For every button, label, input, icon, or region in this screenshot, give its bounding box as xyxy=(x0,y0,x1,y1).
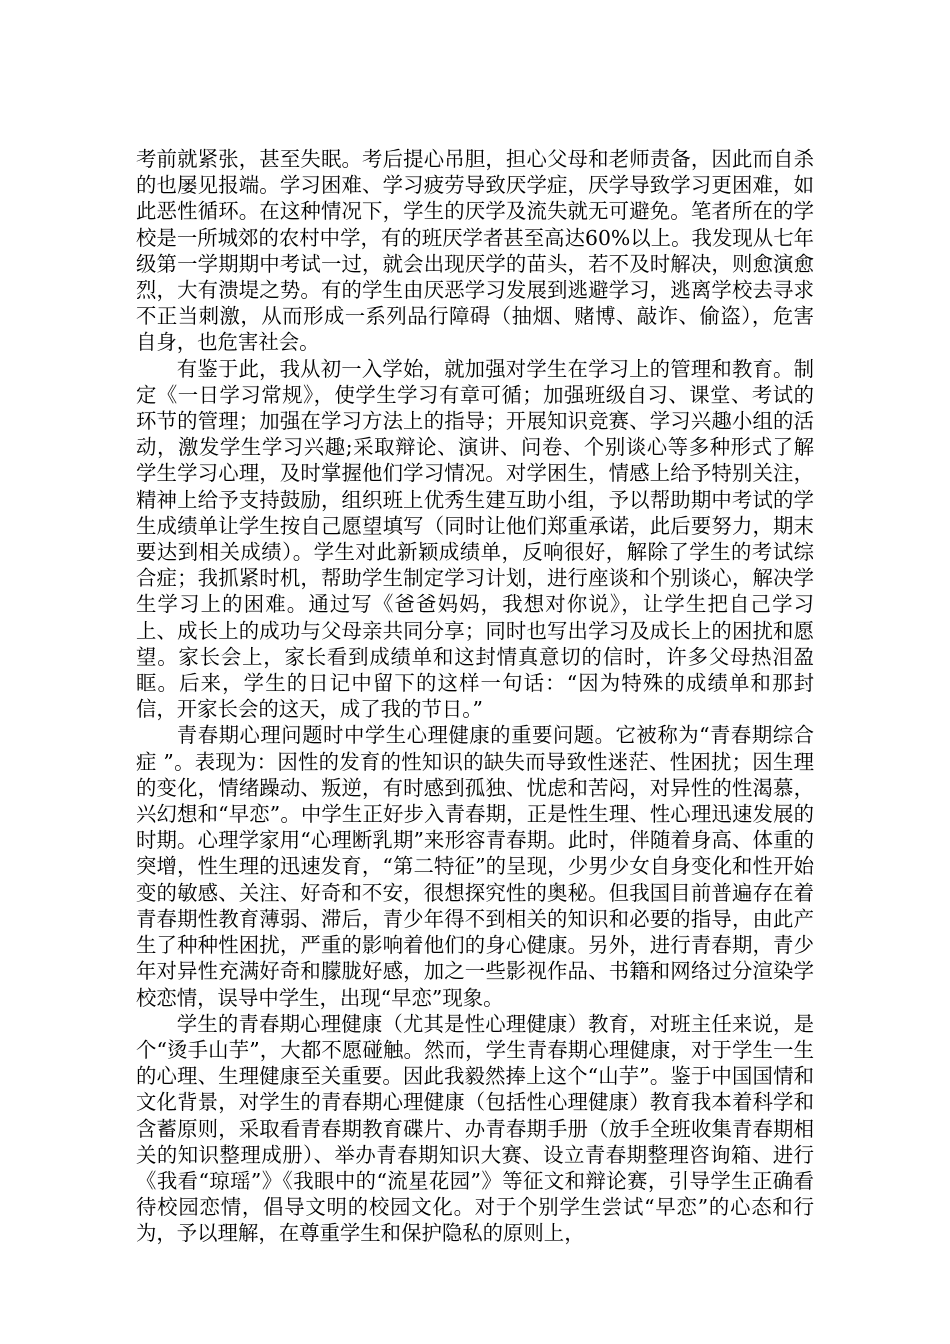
document-body xyxy=(136,146,814,1247)
paragraph-adolescent-psychology: 青春期心理问题时中学生心理健康的重要问题。它被称为“青春期综合症 ”。表现为：因性的发育的性知识的缺失而导致性迷茫、性困扰；因生理的变化，情绪躁动、叛逆，有时感到孤独、忧虑和苦闷，对异性的性渴慕，兴幻想和“早恋”。中学生正好步入青春期，正是性生理、性心理迅速发展的时期。心理学家用“心理断乳期”来形容青春期。此时，伴随着身高、体重的突增，性生理的迅速发育，“第二特征”的呈现，少男少女自身变化和性开始变的敏感、关注、好奇和不安，很想探究性的奥秘。但我国目前普遍存在着青春期性教育薄弱、滞后，青少年得不到相关的知识和必要的指导，由此产生了种种性困扰，严重的影响着他们的身心健康。另外，进行青春期，青少年对异性充满好奇和朦胧好感，加之一些影视作品、书籍和网络过分渲染学校恋情，误导中学生，出现“早恋”现象。 xyxy=(136,723,814,1010)
paragraph-continuation: 考前就紧张，甚至失眠。考后提心吊胆，担心父母和老师责备，因此而自杀的也屡见报端。学习困难、学习疲劳导致厌学症，厌学导致学习更困难，如此恶性循环。在这种情况下，学生的厌学及流失就无可避免。笔者所在的学校是一所城郊的农村中学，有的班厌学者甚至高达60%以上。我发现从七年级第一学期期中考试一过，就会出现厌学的苗头，若不及时解决，则愈演愈烈，大有溃堤之势。有的学生由厌恶学习发展到逃避学习，逃离学校去寻求不正当刺激，从而形成一系列品行障碍（抽烟、赌博、敲诈、偷盗），危害自身，也危害社会。 xyxy=(136,147,814,355)
paragraph-study-management: 有鉴于此，我从初一入学始，就加强对学生在学习上的管理和教育。制定《一日学习常规》，使学生学习有章可循；加强班级自习、课堂、考试的环节的管理；加强在学习方法上的指导；开展知识竞赛、学习兴趣小组的活动，激发学生学习兴趣;采取辩论、演讲、问卷、个别谈心等多种形式了解学生学习心理，及时掌握他们学习情况。对学困生，情感上给予特别关注，精神上给予支持鼓励，组织班上优秀生建互助小组，予以帮助期中考试的学生成绩单让学生按自己愿望填写（同时让他们郑重承诺，此后要努力，期末要达到相关成绩）。学生对此新颖成绩单，反响很好，解除了学生的考试综合症；我抓紧时机，帮助学生制定学习计划，进行座谈和个别谈心，解决学生学习上的困难。通过写《爸爸妈妈，我想对你说》，让学生把自己学习上、成长上的成功与父母亲共同分享；同时也写出学习及成长上的困扰和愿望。家长会上，家长看到成绩单和这封情真意切的信时，许多父母热泪盈眶。后来，学生的日记中留下的这样一句话：“因为特殊的成绩单和那封信，开家长会的这天，成了我的节日。” xyxy=(136,356,814,722)
paragraph-adolescent-education: 学生的青春期心理健康（尤其是性心理健康）教育，对班主任来说，是个“烫手山芋”，大都不愿碰触。然而，学生青春期心理健康，对于学生一生的心理、生理健康至关重要。因此我毅然捧上这个“山芋”。鉴于中国国情和文化背景，对学生的青春期心理健康（包括性心理健康）教育我本着科学和含蓄原则，采取看青春期教育碟片、办青春期手册（放手全班收集青春期相关的知识整理成册）、举办青春期知识大赛、设立青春期整理咨询箱、进行《我看“琼瑶”》《我眼中的“流星花园”》等征文和辩论赛，引导学生正确看待校园恋情，倡导文明的校园文化。对于个别学生尝试“早恋”的心态和行为，予以理解，在尊重学生和保护隐私的原则上， xyxy=(136,1011,814,1246)
